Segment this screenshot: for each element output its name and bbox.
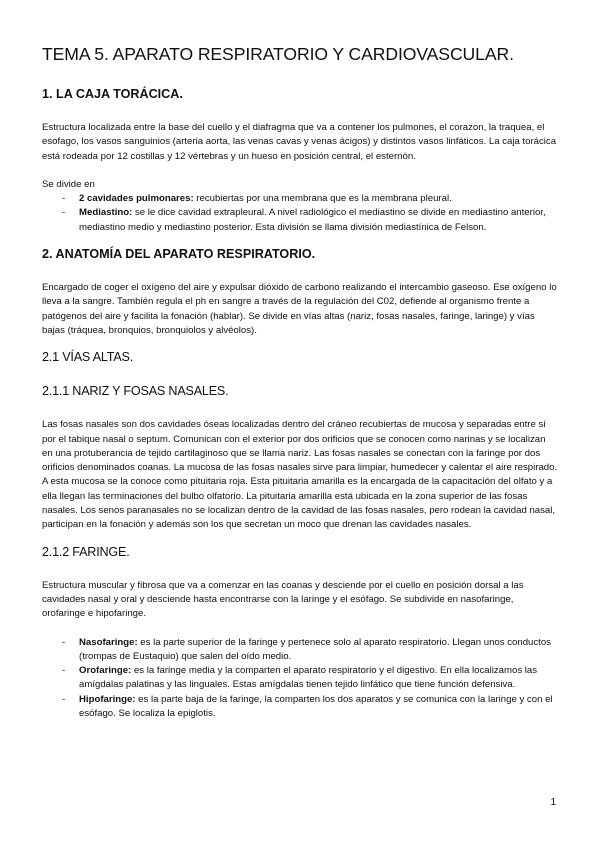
list-item-text: se le dice cavidad extrapleural. A nivel radiológico el mediastino se divide en mediastino anterior, mediastino medio y mediastino posterior. Esta división se llama división mediastínica de Felson. (79, 207, 546, 233)
list-item-label: Hipofaringe: (79, 693, 136, 705)
list-divisiones (42, 192, 558, 235)
paragraph-anatomia: Encargado de coger el oxígeno del aire y expulsar dióxido de carbono realizando el intercambio gaseoso. Ese oxígeno lo lleva a la sangre. También regula el ph en sangre a través de la regulación del C02, defiende al organismo frente a patógenos del aire y facilita la fonación (hablar). Se divide en vías altas (nariz, fosas nasales, faringe, laringe) y vías bajas (tráquea, bronquios, bronquiolos y alvéolos). (42, 282, 557, 336)
list-item (62, 664, 558, 693)
section-heading-nariz: 2.1.1 NARIZ Y FOSAS NASALES. (42, 384, 229, 399)
paragraph-caja-toracica: Estructura localizada entre la base del cuello y el diafragma que va a contener los pulmones, el corazon, la traquea, el esofago, los vasos sanguinios (arteria aorta, las venas cavas y venas ácigos) y distintos vasos linfáticos. La caja torácica está rodeada por 12 costillas y 12 vértebras y un hueso en posición central, el esternón. (42, 122, 557, 162)
list-faringe (42, 636, 558, 722)
list-item (62, 206, 558, 235)
paragraph-se-divide: Se divide en (42, 178, 95, 190)
list-item-label: Nasofaringe: (79, 636, 138, 648)
list-item-label: 2 cavidades pulmonares: (79, 193, 194, 205)
list-item-label: Orofaringe: (79, 665, 132, 677)
section-heading-vias-altas: 2.1 VÍAS ALTAS. (42, 350, 134, 365)
section-heading-anatomia: 2. ANATOMÍA DEL APARATO RESPIRATORIO. (42, 247, 316, 262)
list-item (62, 636, 558, 665)
paragraph-faringe: Estructura muscular y fibrosa que va a comenzar en las coanas y desciende por el cuello en posición dorsal a las cavidades nasal y oral y desciende hasta encontrarse con la laringe y el esófago. Se subdivide en nasofaringe, orofaringe e hipofaringe. (42, 579, 524, 620)
list-item (62, 192, 558, 206)
list-item-label: Mediastino: (79, 207, 133, 219)
section-heading-caja-toracica: 1. LA CAJA TORÁCICA. (42, 87, 183, 101)
list-item-text: es la parte baja de la faringe, la comparten los dos aparatos y se comunica con la laringe y con el esófago. Se localiza la epiglotis. (79, 693, 553, 720)
list-item-text: recubiertas por una membrana que es la membrana pleural. (193, 193, 452, 205)
paragraph-nariz: Las fosas nasales son dos cavidades óseas localizadas dentro del cráneo recubiertas de mucosa y separadas entre sí por el tabique nasal o septum. Comunican con el exterior por dos orificios que se conocen como narinas y se localizan en una protuberancia de tejido cartilaginoso que se llama nariz. Las fosas nasales se conectan con la faringe por dos orificios denominados coanas. La mucosa de las fosas nasales sirve para limpiar, humedecer y calentar el aire respirado. A esta mucosa se la conoce como pituitaria roja. Esta pituitaria amarilla es la encargada de la capacitación del olfato y a ella llegan las terminaciones del bulbo olfatorio. La pituitaria amarilla está ubicada en la zona superior de las fosas nasales. Los senos paranasales no se localizan dentro de la cavidad de las fosas nasales, pero rodean la cavidad nasal, participan en la fonación y además son los que secretan un moco que drenan las cavidades nasales. (42, 419, 558, 531)
list-item (62, 693, 558, 722)
document-title: TEMA 5. APARATO RESPIRATORIO Y CARDIOVASCULAR. (42, 44, 514, 64)
page-number: 1 (550, 797, 556, 808)
list-item-text: es la parte superior de la faringe y pertenece solo al aparato respiratorio. Llegan unos conductos (trompas de Eustaquio) que salen del oído medio. (79, 636, 551, 662)
section-heading-faringe: 2.1.2 FARINGE. (42, 544, 130, 559)
list-item-text: es la faringe media y la comparten el aparato respiratorio y el digestivo. En ella localizamos las amígdalas palatinas y las linguales. Estas amígdalas tienen tejido linfático que tiene función defensiva. (79, 665, 538, 691)
